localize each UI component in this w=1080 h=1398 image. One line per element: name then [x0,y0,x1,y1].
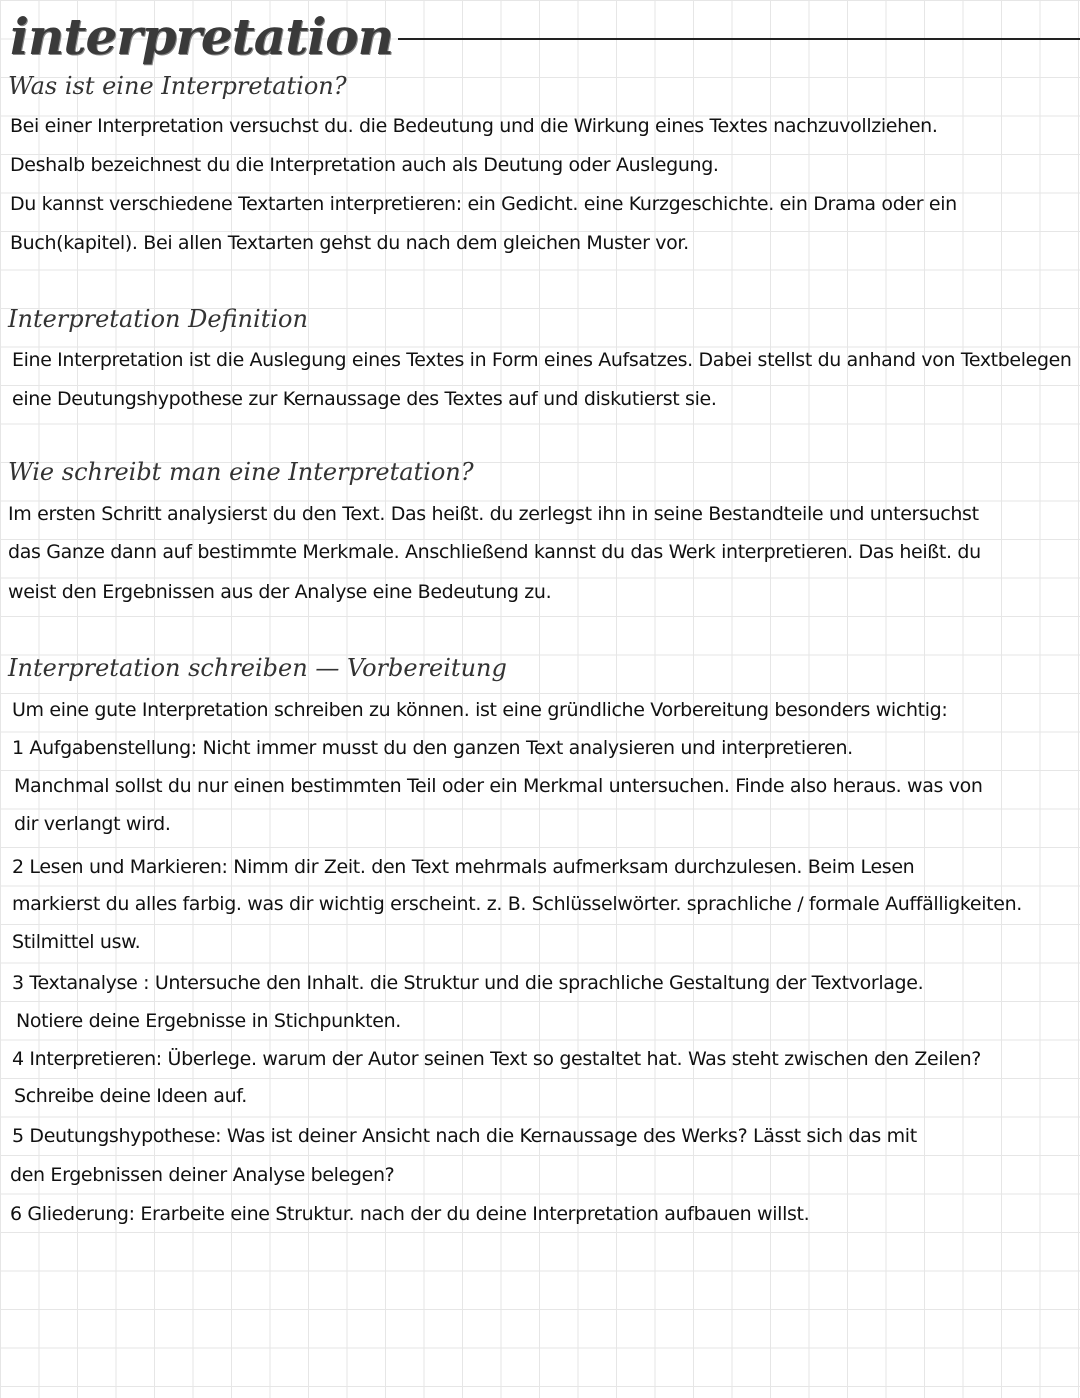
text-line: Schreibe deine Ideen auf. [14,1085,247,1107]
section-heading-definition: Interpretation Definition [8,305,308,333]
text-line: das Ganze dann auf bestimmte Merkmale. Anschließend kannst du das Werk interpretieren. Das heißt. du [8,541,981,563]
title-row [10,6,1080,68]
section-heading-vorbereitung: Interpretation schreiben — Vorbereitung [8,654,507,682]
text-line: Manchmal sollst du nur einen bestimmten Teil oder ein Merkmal untersuchen. Finde also heraus. was von [14,775,983,797]
list-item-5: 5 Deutungshypothese: Was ist deiner Ansicht nach die Kernaussage des Werks? Lässt sich das mit [12,1125,917,1147]
text-line: eine Deutungshypothese zur Kernaussage des Textes auf und diskutierst sie. [12,388,717,410]
text-line: markierst du alles farbig. was dir wichtig erscheint. z. B. Schlüsselwörter. sprachliche / formale Auffälligkeiten. [12,893,1022,915]
list-item-2: 2 Lesen und Markieren: Nimm dir Zeit. den Text mehrmals aufmerksam durchzulesen. Beim Lesen [12,856,915,878]
section-heading-was-ist: Was ist eine Interpretation? [8,72,347,100]
title-underline-rule [398,38,1080,40]
text-line: Notiere deine Ergebnisse in Stichpunkten. [16,1010,401,1032]
text-line: Du kannst verschiedene Textarten interpretieren: ein Gedicht. eine Kurzgeschichte. ein Drama oder ein [10,193,957,215]
list-item-6: 6 Gliederung: Erarbeite eine Struktur. nach der du deine Interpretation aufbauen willst. [10,1203,810,1225]
text-line: Eine Interpretation ist die Auslegung eines Textes in Form eines Aufsatzes. Dabei stellst du anhand von Textbelegen [12,349,1072,371]
text-line: weist den Ergebnissen aus der Analyse eine Bedeutung zu. [8,581,552,603]
section-heading-wie-schreibt: Wie schreibt man eine Interpretation? [8,458,474,486]
text-line: Bei einer Interpretation versuchst du. die Bedeutung und die Wirkung eines Textes nachzuvollziehen. [10,115,938,137]
list-item-4: 4 Interpretieren: Überlege. warum der Autor seinen Text so gestaltet hat. Was steht zwischen den Zeilen? [12,1048,982,1070]
text-line: dir verlangt wird. [14,813,171,835]
text-line: den Ergebnissen deiner Analyse belegen? [10,1164,395,1186]
text-line: Stilmittel usw. [12,931,141,953]
list-item-1: 1 Aufgabenstellung: Nicht immer musst du den ganzen Text analysieren und interpretieren. [12,737,853,759]
text-line: Um eine gute Interpretation schreiben zu können. ist eine gründliche Vorbereitung besonders wichtig: [12,699,948,721]
list-item-3: 3 Textanalyse : Untersuche den Inhalt. die Struktur und die sprachliche Gestaltung der Textvorlage. [12,972,924,994]
text-line: Deshalb bezeichnest du die Interpretation auch als Deutung oder Auslegung. [10,154,719,176]
text-line: Buch(kapitel). Bei allen Textarten gehst du nach dem gleichen Muster vor. [10,232,689,254]
text-line: Im ersten Schritt analysierst du den Text. Das heißt. du zerlegst ihn in seine Bestandteile und untersuchst [8,503,979,525]
page-title: interpretation [10,7,393,66]
